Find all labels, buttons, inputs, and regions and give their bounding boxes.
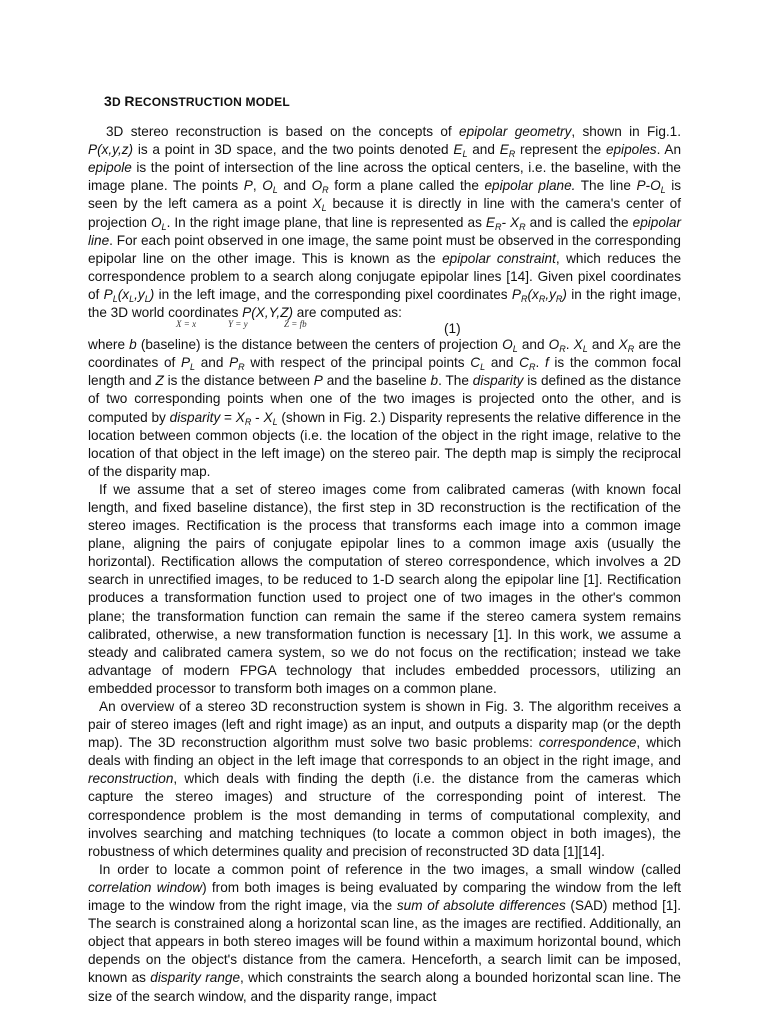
paragraph-baseline [88, 336, 681, 481]
subscript: L [660, 185, 666, 196]
subscript: L [480, 362, 486, 373]
text-run-italic: b [129, 337, 137, 353]
subscript: R [508, 149, 516, 160]
text-run-italic: (x [527, 286, 539, 302]
text-run-italic: epipolar line [88, 214, 682, 248]
text-run-italic: disparity range [150, 970, 241, 986]
text-run: In order to locate a common point of reference in the two images, a small window (called [99, 861, 681, 877]
text-run-italic: epipolar geometry [459, 124, 572, 140]
text-run: (shown in Fig. 2.) Disparity represents the relative difference in the location between common objects (i.e. the location of the object in the right image, relative to the location of that object in the left image) on the stereo pair. The depth map is simply the reciprocal of the disparity map. [88, 409, 681, 479]
text-run: is the common focal length and [88, 355, 681, 389]
document-page [88, 92, 681, 1006]
subscript: R [555, 293, 563, 304]
paragraph-epipolar [88, 123, 681, 322]
text-run-italic: ) [562, 286, 567, 302]
text-run-italic: O [262, 178, 273, 194]
text-run: . An [656, 142, 682, 158]
text-run: is defined as the distance of two corresponding points when one of the two images is projected onto the other, and is computed by [88, 373, 682, 425]
text-run: in the right image, the 3D world coordinates [88, 286, 681, 321]
text-run: - [251, 409, 264, 425]
subscript: L [582, 344, 588, 355]
text-run: in the left image, and the corresponding pixel coordinates [154, 286, 512, 302]
text-run-italic: disparity [472, 373, 524, 389]
text-run: = [220, 409, 236, 425]
section-heading [104, 92, 681, 111]
text-run-italic: P(x,y,z) [88, 142, 134, 158]
text-run: because it is directly in line with the camera's center of projection [88, 196, 681, 230]
text-run: is seen by the left camera as a point [88, 178, 682, 212]
text-run: , shown in Fig.1. [571, 124, 681, 140]
text-run: is the point of intersection of the line across the optical centers, i.e. the baseline, with the image plane. The points [88, 160, 681, 194]
text-run: , which deals with finding the depth (i.e. the distance from the cameras which capture the stereo images) and structure of the corresponding point of interest. The correspondence problem is the most demanding in terms of computational complexity, and involves searching and matching techniques (to locate a common object in both images), the robustness of which determines quality and precision of reconstructed 3D data [1][14]. [88, 771, 681, 859]
text-run-italic: X [573, 337, 583, 353]
text-run-italic: P [511, 286, 521, 302]
subscript: L [272, 185, 278, 196]
text-run: . [565, 337, 574, 353]
heading-rest: ECONSTRUCTION MODEL [134, 95, 290, 109]
paragraph-rectification: If we assume that a set of stereo images come from calibrated cameras (with known focal length, and fixed baseline distance), the first step in 3D reconstruction is the rectification of the stereo images. Rectification is the process that transforms each image into a common image plane, aligning the pairs of conjugate epipolar lines to a common image axis (usually the horizontal). Rectification allows the computation of stereo correspondence, which involves a 2D search in unrectified images, to be reduced to 1-D search along the epipolar line [1]. Rectification produces a transformation function used to project one of two images in the other's common plane; the transformation function can remain the same if the stereo camera system remains calibrated, otherwise, a new transformation function is necessary [1]. In this work, we assume a steady and calibrated camera system, so we do not focus on the rectification; instead we take advantage of modern FPGA technology that includes embedded processors, utilizing an embedded processor to transform both images on a common plane. [88, 481, 681, 696]
text-run: , which reduces the correspondence problem to a search along conjugate epipolar lines [14]. Given pixel coordinates of [88, 250, 681, 302]
subscript: L [321, 203, 327, 214]
subscript: L [272, 416, 278, 427]
text-run-italic: P [103, 286, 113, 302]
text-run: is a point in 3D space, and the two points denoted [133, 142, 454, 158]
text-run-italic: - [501, 214, 511, 230]
subscript: R [238, 362, 245, 373]
heading-d: D [112, 95, 125, 109]
text-run: . [535, 355, 545, 371]
text-run: (SAD) method [1]. The search is constrained along a horizontal scan line, as the images are rectified. Additionally, an object that appears in both stereo images will be found within a maximum horizontal bound, which depends on the object's distance from the camera. Henceforth, a search limit can be imposed, known as [88, 898, 681, 986]
subscript: R [538, 293, 546, 304]
subscript: R [627, 344, 635, 355]
text-run-italic: disparity [169, 409, 221, 425]
text-run: 3D stereo reconstruction is based on the concepts of [106, 124, 460, 140]
text-run: and the baseline [322, 373, 431, 389]
text-run: are computed as: [293, 305, 402, 321]
text-run: and [467, 142, 500, 158]
text-run-italic: f [544, 355, 549, 371]
text-run: and [195, 355, 230, 371]
subscript: L [462, 149, 468, 160]
text-run-italic: ,y [134, 286, 145, 302]
equation-number: (1) [444, 321, 461, 337]
text-run-italic: P [313, 373, 323, 389]
text-run-italic: P [243, 178, 253, 194]
subscript: L [112, 293, 118, 304]
text-run-italic: P [229, 355, 239, 371]
text-run-italic: E [499, 142, 509, 158]
subscript: R [559, 344, 566, 355]
text-run-italic: epipolar plane. [484, 178, 576, 194]
text-run-italic: sum of absolute differences [396, 898, 566, 914]
text-run-italic: epipoles [605, 142, 657, 158]
subscript: R [529, 362, 536, 373]
text-run: . In the right image plane, that line is represented as [166, 214, 486, 230]
text-run-italic: b [430, 373, 439, 389]
text-run-italic: ) [149, 286, 155, 302]
subscript: L [161, 221, 167, 232]
text-run-italic: X [263, 409, 273, 425]
text-run: where [88, 337, 130, 353]
text-run-italic: X [618, 337, 628, 353]
text-run: The line [575, 178, 637, 194]
subscript: R [519, 221, 526, 232]
text-run: , [252, 178, 263, 194]
subscript: R [322, 185, 329, 196]
text-run: , which constraints the search along a bounded horizontal scan line. The size of the search window, and the disparity range, impact [88, 970, 681, 1004]
subscript: R [521, 293, 528, 304]
text-run-italic: X [510, 214, 520, 230]
text-run-italic: P-O [636, 178, 661, 194]
text-run-italic: epipole [88, 160, 132, 176]
text-run-italic: O [150, 214, 162, 230]
text-run-italic: C [470, 355, 481, 371]
text-run: and is called the [525, 214, 633, 230]
text-run-italic: E [485, 214, 495, 230]
paragraph-correlation [88, 861, 681, 1006]
text-run-italic: ,y [545, 286, 556, 302]
text-run-italic: X [312, 196, 322, 212]
text-run: and [485, 355, 520, 371]
text-run-italic: E [453, 142, 463, 158]
heading-cap-r: R [124, 93, 135, 109]
subscript: R [244, 416, 252, 427]
text-run: with respect of the principal points [244, 355, 471, 371]
text-run-italic: O [502, 337, 513, 353]
text-run: and [587, 337, 619, 353]
subscript: L [512, 344, 518, 355]
text-run-italic: P [180, 355, 191, 371]
text-run: represent the [515, 142, 606, 158]
equation-1 [88, 319, 681, 337]
text-run-italic: P(X,Y,Z) [242, 305, 294, 321]
subscript: L [129, 293, 135, 304]
text-run-italic: (x [117, 286, 130, 302]
subscript: L [190, 362, 196, 373]
text-run-italic: O [548, 337, 560, 353]
text-run: . For each point observed in one image, the same point must be observed in the corresponding epipolar line on the other image. This is known as the [88, 232, 681, 266]
equation-y: Y = y [228, 319, 248, 330]
equation-z: Z = fb [284, 319, 307, 330]
text-run: form a plane called the [328, 178, 485, 194]
text-run: and [277, 178, 312, 194]
heading-number: 3 [104, 93, 112, 109]
text-run: . The [438, 373, 473, 389]
text-run-italic: O [311, 178, 323, 194]
equation-x: X = x [176, 319, 197, 330]
text-run-italic: correspondence [538, 735, 637, 751]
text-run-italic: X [235, 409, 245, 425]
text-run-italic: Z [155, 373, 164, 389]
text-run: are the coordinates of [88, 337, 681, 371]
text-run: is the distance between [163, 373, 314, 389]
text-run: (baseline) is the distance between the centers of projection [136, 337, 503, 353]
text-run: An overview of a stereo 3D reconstruction system is shown in Fig. 3. The algorithm receives a pair of stereo images (left and right image) as an input, and outputs a disparity map (or the depth map). The 3D reconstruction algorithm must solve two basic problems: [88, 699, 681, 751]
text-run: , which deals with finding an object in the left image that corresponds to an object in the right image, and [88, 735, 682, 769]
text-run: ) from both images is being evaluated by comparing the window from the left image to the window from the right image, via the [88, 879, 681, 914]
paragraph-overview [88, 698, 681, 861]
text-run-italic: epipolar constraint [442, 250, 556, 266]
subscript: R [494, 221, 502, 232]
subscript: L [144, 293, 150, 304]
text-run-italic: reconstruction [88, 771, 174, 787]
text-run-italic: C [519, 355, 529, 371]
text-run-italic: correlation window [88, 879, 203, 895]
text-run: and [517, 337, 549, 353]
